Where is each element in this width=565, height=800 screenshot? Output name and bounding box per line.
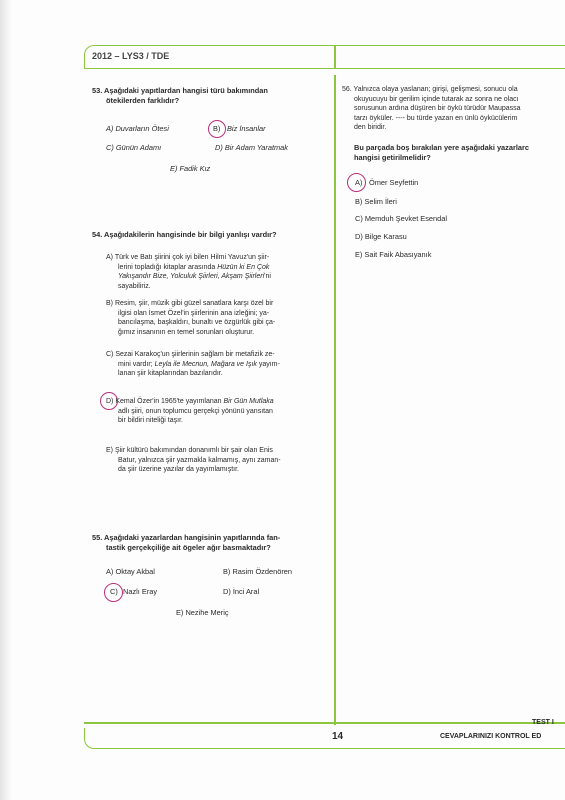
- q56-passage-line2: okuyucuyu bir gerilim içinde tutarak az sonra ne olacı: [354, 95, 519, 103]
- q53-stem-line1: 53. Aşağıdaki yapıtlardan hangisi türü bakımından: [92, 86, 268, 95]
- q55-option-a[interactable]: A) Oktay Akbal: [106, 567, 155, 576]
- q56-stem-line2: hangisi getirilmelidir?: [354, 153, 431, 162]
- q54-a-line3-title: Yakışandır Bize, Yolculuk Şiirleri, Akşam Şiirleri: [118, 273, 265, 280]
- q56-option-a-letter[interactable]: A): [355, 178, 363, 187]
- q54-answer-circle: [100, 392, 118, 410]
- q54-a-line1: A) Türk ve Batı şiirini çok iyi bilen Hilmi Yavuz'un şiir-: [106, 254, 270, 261]
- q54-a-line2-title: Hüzün ki En Çok: [217, 263, 270, 271]
- q53-option-b-letter[interactable]: B): [213, 124, 221, 133]
- q53-option-a[interactable]: A) Duvarların Ötesi: [106, 124, 169, 133]
- q53-option-e[interactable]: E) Fadik Kız: [170, 164, 211, 173]
- q54-c-line2-post: yayım-: [256, 360, 280, 368]
- q53-option-c[interactable]: C) Günün Adamı: [106, 143, 162, 152]
- q54-a-line2: [106, 263, 271, 273]
- q54-c-line2-title: Leyla ile Mecnun, Mağara ve Işık: [154, 360, 257, 368]
- q53-option-d[interactable]: D) Bir Adam Yaratmak: [215, 143, 288, 152]
- page-number: 14: [332, 731, 344, 742]
- page-edge-shadow: [0, 0, 12, 800]
- q53-answer-circle: [208, 120, 226, 138]
- q55-option-d[interactable]: D) İnci Aral: [223, 587, 260, 596]
- q54-d-line1-title: Bir Gün Mutlaka: [223, 398, 274, 405]
- q54-e-line1: E) Şiir kültürü bakımından donanımlı bir şair olan Enis: [106, 447, 273, 454]
- q54-d-line3: bir bildiri niteliği taşır.: [118, 417, 183, 424]
- q55-stem-line2: tastik gerçekçiliğe ait ögeler ağır basmaktadır?: [106, 543, 271, 552]
- q54-c-line1: C) Sezai Karakoç'un şiirlerinin sağlam bir metafizik ze-: [106, 351, 275, 358]
- q54-c-line2: [106, 360, 280, 370]
- q53-stem-line2: ötekilerden farklıdır?: [106, 96, 180, 105]
- header-divider: [334, 45, 336, 69]
- q56-answer-circle: [347, 173, 366, 192]
- q55-option-c-letter[interactable]: C): [110, 587, 118, 596]
- q55-option-b[interactable]: B) Rasim Özdenören: [223, 567, 293, 576]
- q56-passage-line4: tarzı öyküler. ---- bu türde yazan en ünlü öykücülerim: [354, 114, 518, 122]
- q54-e-line2: Batur, yalnızca şiir yazmakla kalmamış, aynı zaman-: [118, 456, 281, 464]
- q56-option-c[interactable]: C) Memduh Şevket Esendal: [355, 214, 448, 223]
- q54-b-line1: B) Resim, şiir, müzik gibi güzel sanatlara karşı özel bir: [106, 300, 274, 307]
- q54-c-line2-text: mini vardır;: [118, 360, 155, 368]
- q54-b-line2: ilgisi olan İsmet Özel'in şiirlerinin ana izleğini; ya-: [118, 309, 270, 317]
- q56-passage: [342, 85, 521, 133]
- q54-a-line4: sayabiliriz.: [118, 282, 151, 290]
- header-label: 2012 – LYS3 / TDE: [92, 51, 170, 61]
- q54-d-letter: D): [106, 398, 114, 405]
- q54-b-line4: ğımız insanının en temel sorunları oluşturur.: [118, 328, 255, 336]
- q54-a-line3: [106, 272, 271, 282]
- q54-d-line1-text: Kemal Özer'in 1965'te yayımlanan: [115, 398, 224, 405]
- q56-option-a[interactable]: Ömer Seyfettin: [369, 178, 419, 187]
- q54-option-e[interactable]: [106, 446, 281, 475]
- q54-stem: 54. Aşağıdakilerin hangisinde bir bilgi yanlışı vardır?: [92, 230, 277, 239]
- q54-a-line2-text: lerini topladığı kitaplar arasında: [118, 263, 218, 271]
- q56-stem-line1: Bu parçada boş bırakılan yere aşağıdaki yazarlarc: [354, 143, 530, 152]
- q56-option-d[interactable]: D) Bilge Karasu: [355, 232, 407, 241]
- q55-answer-circle: [104, 583, 123, 602]
- q55-option-e[interactable]: E) Nezihe Meriç: [176, 608, 229, 617]
- q54-d-line2: adlı şiiri, onun toplumcu gerçekçi yönünü yansıtan: [118, 407, 273, 415]
- q54-d-line1: [106, 397, 274, 407]
- q56-option-b[interactable]: B) Selim İleri: [355, 197, 397, 206]
- q56-passage-line5: den biridir.: [354, 124, 387, 131]
- q56-passage-line3: sorusunun ardına düşüren bir öykü türüdür Maupassa: [354, 105, 521, 112]
- q56-passage-line1: 56. Yalnızca olaya yaslanan; girişi, gelişmesi, sonucu ola: [342, 86, 518, 93]
- q53-option-b[interactable]: Biz İnsanlar: [227, 124, 266, 133]
- q54-c-line3: lanan şiir kitaplarından bazılarıdır.: [118, 370, 223, 377]
- q56-option-e[interactable]: E) Sait Faik Abasıyanık: [355, 250, 432, 259]
- check-answers-note: CEVAPLARINIZI KONTROL ED: [440, 733, 542, 740]
- q54-b-line3: bancılaşma, başkaldırı, bunaltı ve özgürlük gibi ça-: [118, 319, 276, 326]
- q54-e-line3: da şiir üzerine yazılar da yayımlamıştır.: [118, 466, 239, 473]
- q54-option-d[interactable]: [106, 397, 274, 426]
- q54-option-c[interactable]: [106, 350, 280, 379]
- footer-rule: [84, 722, 565, 724]
- q54-a-line3-text: 'ni: [264, 273, 271, 280]
- q54-option-a[interactable]: [106, 253, 271, 291]
- q54-option-b[interactable]: [106, 299, 275, 337]
- column-divider: [334, 75, 336, 725]
- q55-stem-line1: 55. Aşağıdaki yazarlardan hangisinin yapıtlarında fan-: [92, 533, 281, 542]
- test-label: TEST I: [532, 719, 554, 726]
- q55-option-c[interactable]: Nazlı Eray: [123, 587, 158, 596]
